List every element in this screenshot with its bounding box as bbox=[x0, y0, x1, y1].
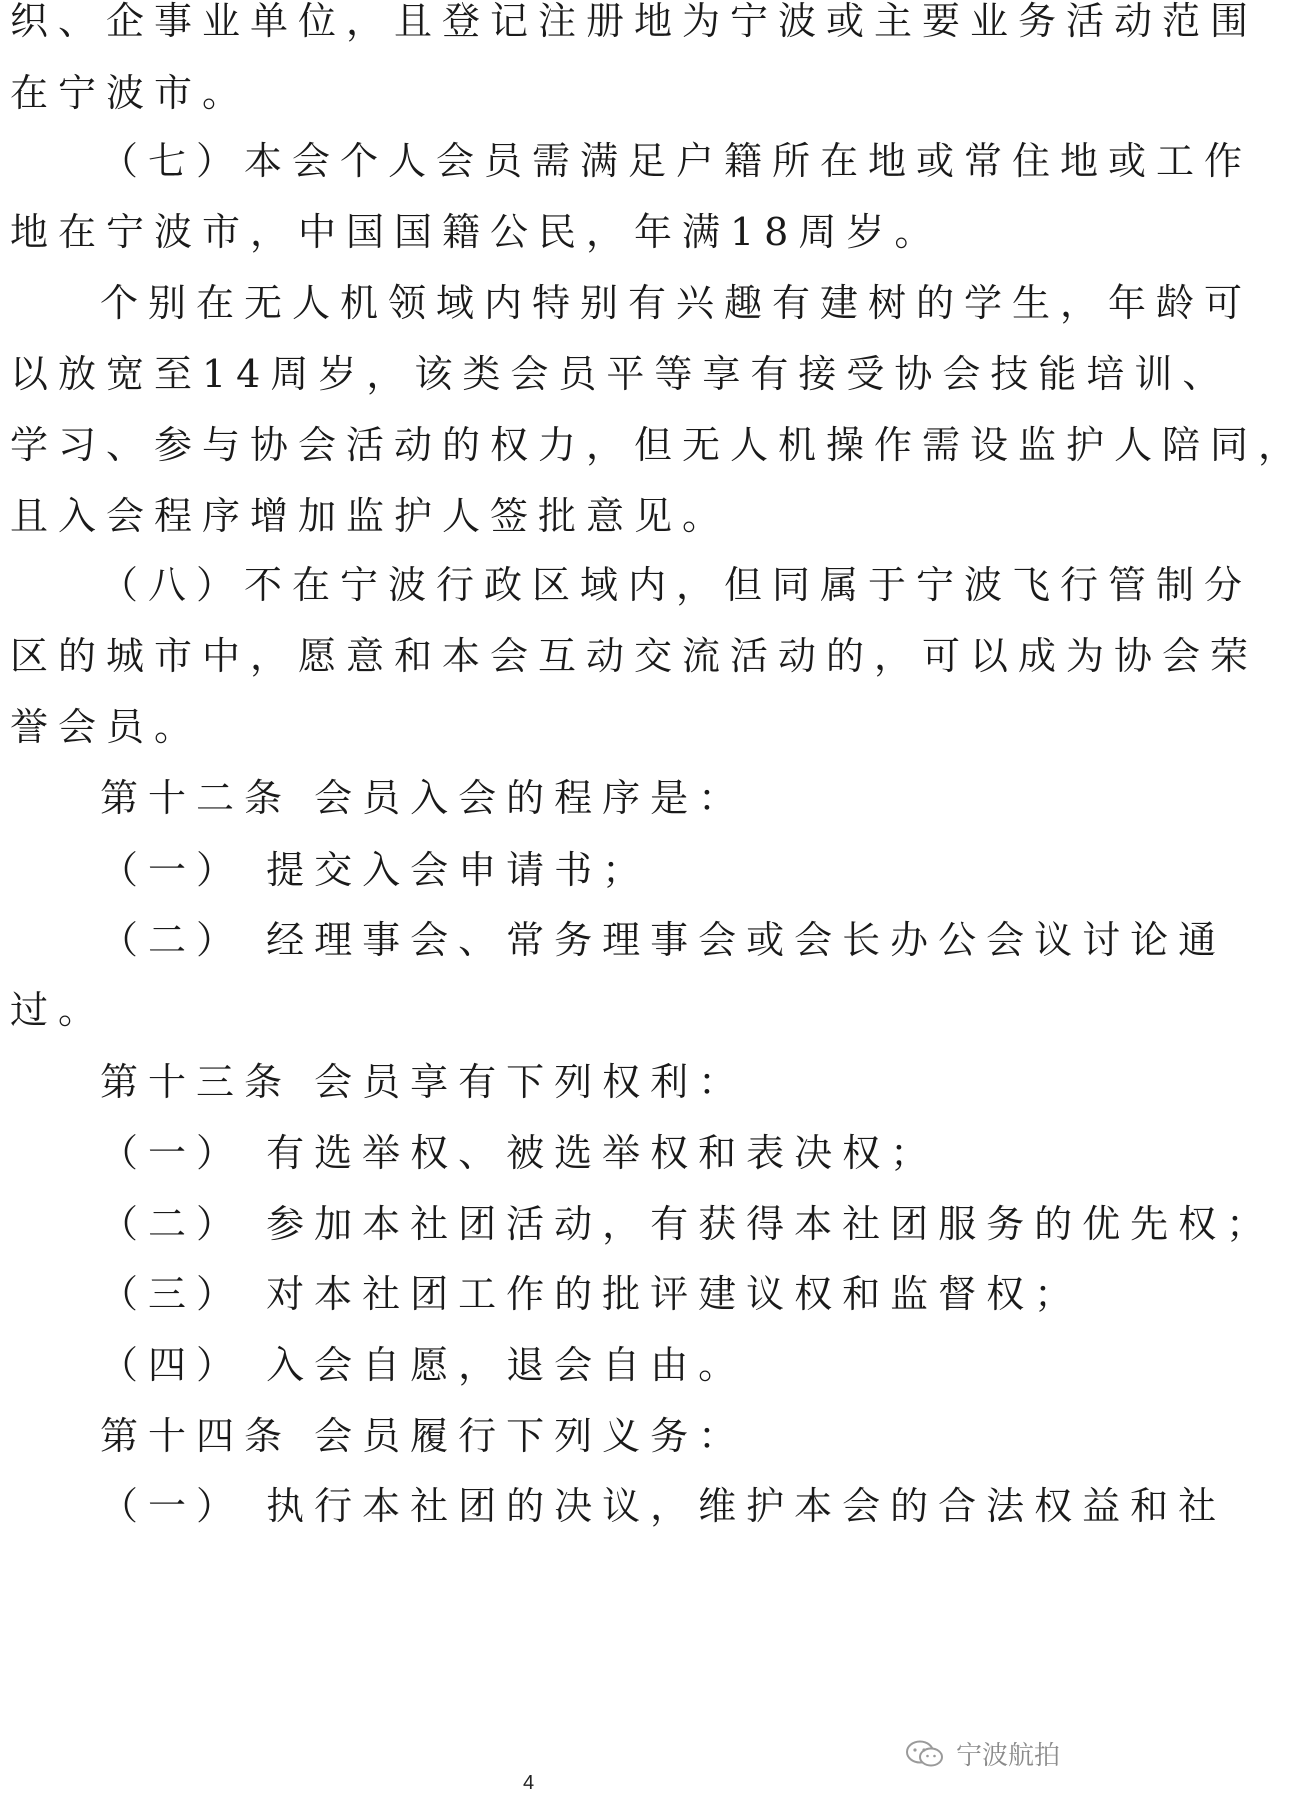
list-item: （二） 经理事会、常务理事会或会长办公会议讨论通 bbox=[100, 918, 1227, 962]
text-line: 誉会员。 bbox=[10, 705, 203, 749]
watermark-text: 宁波航拍 bbox=[955, 1741, 1060, 1771]
list-item: （三） 对本社团工作的批评建议权和监督权； bbox=[100, 1272, 1083, 1316]
list-item: （一） 执行本社团的决议，维护本会的合法权益和社 bbox=[100, 1484, 1227, 1528]
watermark bbox=[904, 1735, 1060, 1772]
list-item: （一） 提交入会申请书； bbox=[100, 848, 651, 892]
list-item: （一） 有选举权、被选举权和表决权； bbox=[100, 1131, 939, 1175]
text-line: 地在宁波市，中国国籍公民，年满18周岁。 bbox=[10, 210, 943, 254]
text-line: 且入会程序增加监护人签批意见。 bbox=[10, 494, 731, 538]
text-line: 区的城市中，愿意和本会互动交流活动的，可以成为协会荣 bbox=[10, 634, 1259, 678]
list-item: （四） 入会自愿，退会自由。 bbox=[100, 1343, 747, 1387]
wechat-icon bbox=[904, 1739, 946, 1769]
text-line: 过。 bbox=[10, 988, 107, 1032]
text-line: 以放宽至14周岁，该类会员平等享有接受协会技能培训、 bbox=[10, 352, 1231, 396]
section-heading: 第十四条 会员履行下列义务： bbox=[100, 1414, 747, 1458]
section-heading: 第十二条 会员入会的程序是： bbox=[100, 776, 747, 820]
text-line: （八）不在宁波行政区域内，但同属于宁波飞行管制分 bbox=[100, 563, 1253, 607]
list-item: （二） 参加本社团活动，有获得本社团服务的优先权； bbox=[100, 1202, 1275, 1246]
text-line: 学习、参与协会活动的权力，但无人机操作需设监护人陪同， bbox=[10, 423, 1306, 467]
text-line: 在宁波市。 bbox=[10, 71, 251, 115]
page-number: 4 bbox=[523, 1772, 535, 1794]
text-line: 织、企事业单位，且登记注册地为宁波或主要业务活动范围 bbox=[10, 0, 1259, 43]
section-heading: 第十三条 会员享有下列权利： bbox=[100, 1060, 747, 1104]
text-line: （七）本会个人会员需满足户籍所在地或常住地或工作 bbox=[100, 139, 1253, 183]
text-line: 个别在无人机领域内特别有兴趣有建树的学生，年龄可 bbox=[100, 281, 1253, 325]
